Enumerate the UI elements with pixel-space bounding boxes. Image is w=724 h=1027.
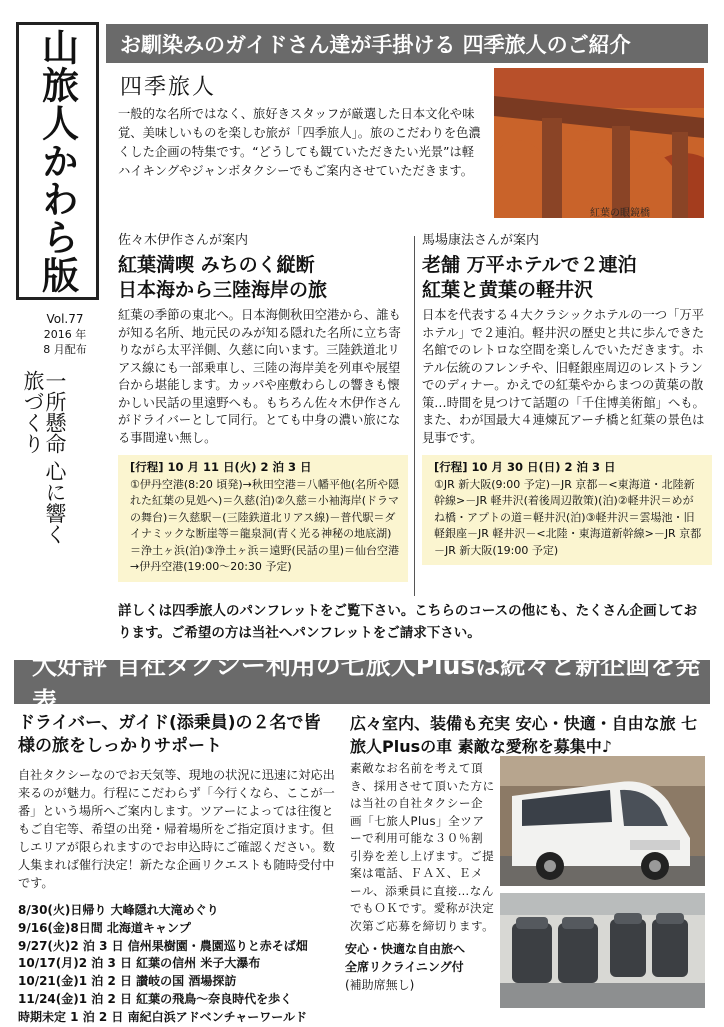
brand-name: 四季旅人 <box>120 75 217 100</box>
tour-left <box>118 233 408 582</box>
masthead-title-box <box>16 22 99 300</box>
bridge-photo <box>494 68 704 218</box>
issue-info <box>30 312 100 357</box>
itinerary-heading: [行程] 10 月 30 日(日) 2 泊 3 日 <box>434 460 616 474</box>
trip-item: 10/17(月)2 泊 3 日 紅葉の信州 米子大瀑布 <box>18 956 261 971</box>
trip-item: 8/30(火)日帰り 大峰隠れ大滝めぐり <box>18 903 219 917</box>
vehicle-features <box>345 940 495 994</box>
van-photo <box>500 756 705 886</box>
tour-title-line1: 紅葉満喫 みちのく縦断 <box>118 254 315 276</box>
trip-item: 時期未定 1 泊 2 日 南紀白浜アドベンチャーワールド <box>18 1009 307 1024</box>
section2-header: 大好評 自社タクシー利用の七旅人Plusは続々と新企画を発表 <box>14 660 710 704</box>
interior-photo <box>500 893 705 1008</box>
nickname-request: 素敵なお名前を考えて頂き、採用させて頂いた方には当社の自社タクシー企画「七旅人Plus」全ツアーで利用可能な３０％割引券を差し上げます。ご提案は電話、ＦＡＸ、Ｅメール、添乗員に直接…なんでもＯＫです。愛称が決定次第ご応募を締切ります。 <box>350 761 495 933</box>
issue-year: 2016 年 <box>43 328 87 341</box>
tour-title <box>118 253 408 303</box>
itinerary-box <box>118 455 408 582</box>
volume-number: Vol.77 <box>46 312 84 326</box>
taxi-tours-title: ドライバー、ガイド(添乗員)の２名で皆様の旅をしっかりサポート <box>18 713 321 756</box>
tour-title-line2: 日本海から三陸海岸の旅 <box>118 279 328 301</box>
trip-item: 9/16(金)8日間 北海道キャンプ <box>18 920 191 935</box>
tour-right <box>422 233 712 565</box>
trip-item: 11/24(金)1 泊 2 日 紅葉の飛鳥～奈良時代を歩く <box>18 991 293 1006</box>
tour-title <box>422 253 712 303</box>
tour-description: 紅葉の季節の東北へ。日本海側秋田空港から、誰もが知る名所、地元民のみが知る隠れた名所に立ち寄りながら太平洋側、久慈に向います。三陸鉄道北リアス線にも一部乗車し、三陸の海岸美を列車や展望台から堪能します。カッパや座敷わらしの響きも懐かしい民話の里遠野へも。もちろん佐々木伊作さんがドライバーとして同行。とても中身の濃い旅になる事間違い無し。 <box>118 308 401 445</box>
taxi-tours <box>18 712 336 1027</box>
itinerary-box <box>422 455 712 565</box>
feature-line3: (補助席無し) <box>345 978 415 992</box>
itinerary-text: ①JR 新大阪(9:00 予定)－JR 京都－<東海道・北陸新幹線>－JR 軽井沢(着後周辺散策)(泊)②軽井沢＝めがね橋・アプトの道＝軽井沢(泊)③軽井沢＝雲場池・旧軽銀座－JR 軽井沢－<北陸・東海道新幹線>－JR 京都－JR 新大阪(19:00 予定) <box>434 477 702 557</box>
itinerary-text: ①伊丹空港(8:20 頃発)→秋田空港＝八幡平他(名所や隠れた紅葉の見処へ)＝久慈(泊)②久慈＝小袖海岸(ドラマの舞台)＝久慈駅－(三陸鉄道北リアス線)－普代駅＝ダイナミックな断崖等＝龍泉洞(青く光る神秘の地底湖)＝浄土ヶ浜(泊)③浄土ヶ浜＝遠野(民話の里)＝仙台空港→伊丹空港(19:00～20:30 予定) <box>130 477 400 573</box>
feature-line2: 全席リクライニング付 <box>345 960 464 974</box>
column-divider <box>414 236 415 596</box>
trip-item: 10/21(金)1 泊 2 日 讃岐の国 酒場探訪 <box>18 974 237 989</box>
tour-title-line2: 紅葉と黄葉の軽井沢 <box>422 279 594 301</box>
taxi-tours-description: 自社タクシーなのでお天気等、現地の状況に迅速に対応出来るのが魅力。行程にこだわらず「今行くなら、ここが一番」という場所へご案内します。ツアーによっては往復ともご自宅等、希望の出発・帰着場所をご指定頂けます。但しエリアが限られますのでお申込時にご確認ください。数人集まれば催行決定！新たな企画リクエストも随時受付中です。 <box>18 768 335 890</box>
vehicle-title: 広々室内、装備も充実 安心・快適・自由な旅 七旅人Plusの車 素敵な愛称を募集中♪ <box>350 714 698 756</box>
intro-text: 一般的な名所ではなく、旅好きスタッフが厳選した日本文化や味覚、美味しいものを楽しむ旅が「四季旅人」。旅のこだわりを色濃くした企画の特集です。“どうしても観ていただきたい光景”は軽ハイキングやジャンボタクシーでもご案内させていただきます。 <box>118 107 481 178</box>
masthead-title: 山旅人かわら版 <box>35 28 80 294</box>
vehicle-section <box>350 712 710 758</box>
guide-name: 佐々木伊作さんが案内 <box>118 233 249 248</box>
tour-title-line1: 老舗 万平ホテルで２連泊 <box>422 254 637 276</box>
section1-header: お馴染みのガイドさん達が手掛ける 四季旅人のご紹介 <box>106 24 708 63</box>
trip-item: 9/27(火)2 泊 3 日 信州果樹園・農園巡りと赤そば畑 <box>18 938 308 953</box>
trip-list <box>18 902 336 1027</box>
pamphlet-notice: 詳しくは四季旅人のパンフレットをご覧下さい。こちらのコースの他にも、たくさん企画しております。ご希望の方は当社へパンフレットをご請求下さい。 <box>118 603 698 641</box>
slogan: 一所懸命 心に響く 旅づくり <box>21 370 67 545</box>
issue-month: 8 月配布 <box>43 343 87 356</box>
photo-caption: 紅葉の眼鏡橋 <box>590 208 650 219</box>
itinerary-heading: [行程] 10 月 11 日(火) 2 泊 3 日 <box>130 460 312 474</box>
tour-description: 日本を代表する４大クラシックホテルの一つ「万平ホテル」で２連泊。軽井沢の歴史と共に歩んできた名館でのレトロな空間を楽しんでいただきます。ホテル伝統のフレンチや、旧軽銀座周辺のレストランでのディナー。かえでの紅葉やからまつの黄葉の散策…時間を見つけて話題の「千住博美術館」へも。また、わが国最大４連煉瓦アーチ橋と紅葉の景色は見事です。 <box>422 308 705 445</box>
feature-line1: 安心・快適な自由旅へ <box>345 942 466 956</box>
guide-name: 馬場康法さんが案内 <box>422 233 540 248</box>
